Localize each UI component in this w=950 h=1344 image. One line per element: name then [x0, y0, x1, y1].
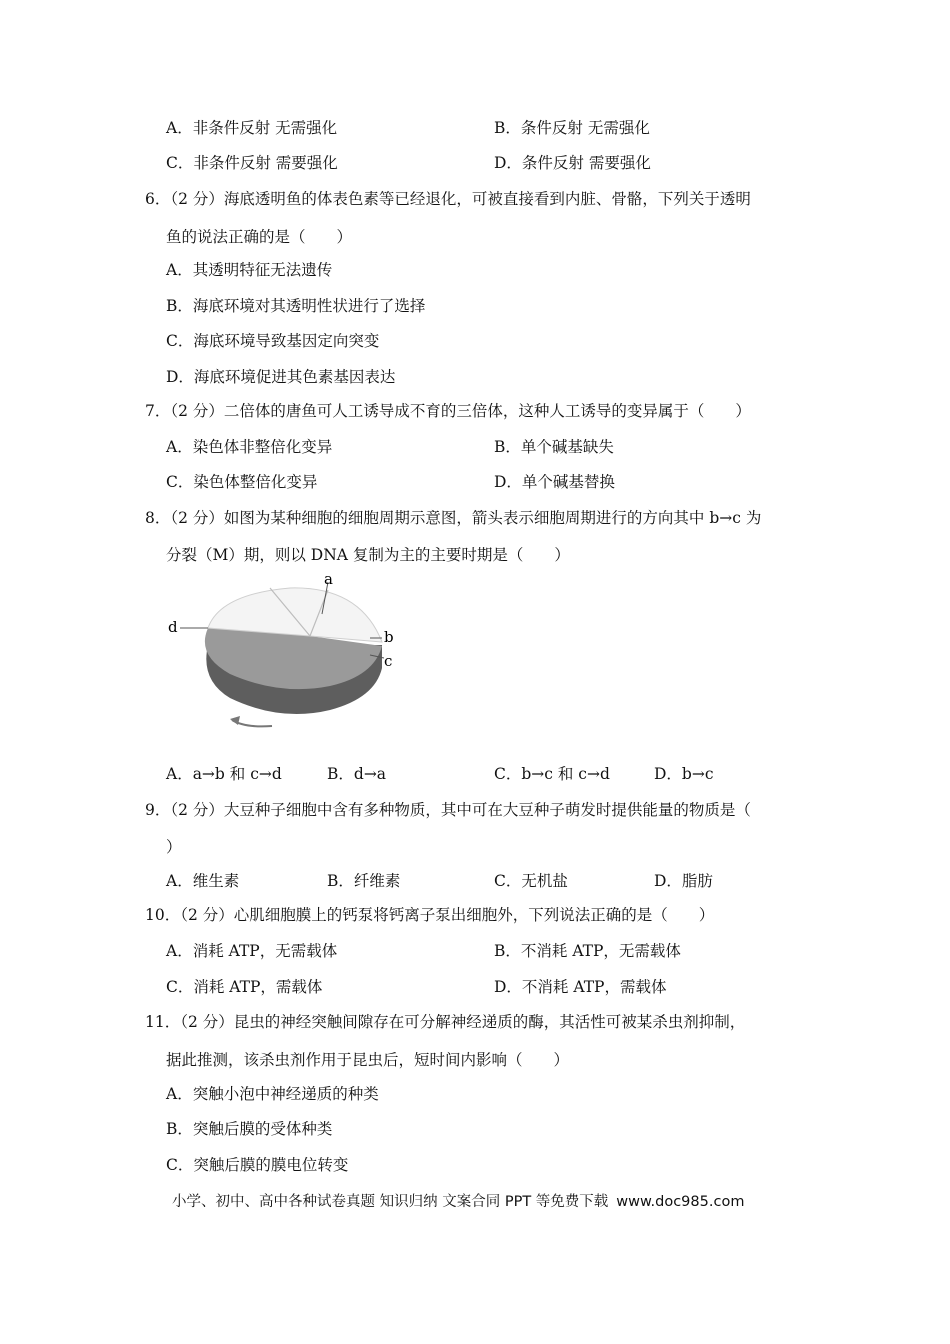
q11-stem-line1: 11．（2 分）昆虫的神经突触间隙存在可分解神经递质的酶，其活性可被某杀虫剂抑制， — [145, 1013, 746, 1031]
q7-option-a: A．染色体非整倍化变异 — [166, 438, 333, 456]
q9-option-d: D．脂肪 — [654, 872, 713, 890]
q9-option-a: A．维生素 — [166, 872, 240, 890]
q6-option-d: D．海底环境促进其色素基因表达 — [166, 368, 396, 386]
q9-option-b: B．纤维素 — [327, 872, 401, 890]
q7-option-c: C．染色体整倍化变异 — [166, 473, 318, 491]
q5-option-a: A．非条件反射 无需强化 — [166, 119, 338, 137]
q8-option-b: B．d→a — [327, 765, 387, 783]
q6-stem-line1: 6．（2 分）海底透明鱼的体表色素等已经退化，可被直接看到内脏、骨骼，下列关于透明 — [145, 190, 751, 208]
q7-option-d: D．单个碱基替换 — [494, 473, 615, 491]
q8-stem-line1: 8．（2 分）如图为某种细胞的细胞周期示意图，箭头表示细胞周期进行的方向其中 b→c 为 — [145, 509, 762, 527]
page-footer — [172, 1190, 744, 1211]
q5-option-b: B．条件反射 无需强化 — [494, 119, 650, 137]
q11-option-a: A．突触小泡中神经递质的种类 — [166, 1085, 379, 1103]
q9-stem-line1: 9．（2 分）大豆种子细胞中含有多种物质，其中可在大豆种子萌发时提供能量的物质是（ — [145, 801, 751, 819]
q9-option-c: C．无机盐 — [494, 872, 568, 890]
q11-stem-line2: 据此推测，该杀虫剂作用于昆虫后，短时间内影响（ ） — [166, 1051, 570, 1069]
q9-stem-line2: ） — [166, 838, 182, 856]
label-d: d — [168, 618, 178, 636]
footer-url[interactable]: www.doc985.com — [616, 1194, 745, 1210]
q10-option-a: A．消耗 ATP，无需载体 — [166, 942, 338, 960]
cell-cycle-diagram — [160, 570, 400, 735]
q6-option-a: A．其透明特征无法遗传 — [166, 261, 333, 279]
q7-stem: 7．（2 分）二倍体的唐鱼可人工诱导成不育的三倍体，这种人工诱导的变异属于（ ） — [145, 402, 751, 420]
q6-stem-line2: 鱼的说法正确的是（ ） — [166, 228, 353, 246]
q6-option-b: B．海底环境对其透明性状进行了选择 — [166, 297, 426, 315]
q11-option-c: C．突触后膜的膜电位转变 — [166, 1156, 349, 1174]
q8-option-c: C．b→c 和 c→d — [494, 765, 610, 783]
label-c: c — [384, 652, 393, 670]
q10-option-d: D．不消耗 ATP，需载体 — [494, 978, 667, 996]
q11-option-b: B．突触后膜的受体种类 — [166, 1120, 333, 1138]
q5-option-c: C．非条件反射 需要强化 — [166, 154, 338, 172]
q10-stem: 10．（2 分）心肌细胞膜上的钙泵将钙离子泵出细胞外，下列说法正确的是（ ） — [145, 906, 715, 924]
q8-option-d: D．b→c — [654, 765, 714, 783]
footer-text: 小学、初中、高中各种试卷真题 知识归纳 文案合同 PPT 等免费下载 — [172, 1194, 609, 1210]
label-b: b — [384, 628, 394, 646]
q8-option-a: A．a→b 和 c→d — [166, 765, 282, 783]
q10-option-c: C．消耗 ATP，需载体 — [166, 978, 323, 996]
q10-option-b: B．不消耗 ATP，无需载体 — [494, 942, 681, 960]
label-a: a — [324, 570, 333, 588]
q6-option-c: C．海底环境导致基因定向突变 — [166, 332, 380, 350]
q8-stem-line2: 分裂（M）期，则以 DNA 复制为主的主要时期是（ ） — [166, 546, 570, 564]
q7-option-b: B．单个碱基缺失 — [494, 438, 614, 456]
q5-option-d: D．条件反射 需要强化 — [494, 154, 651, 172]
